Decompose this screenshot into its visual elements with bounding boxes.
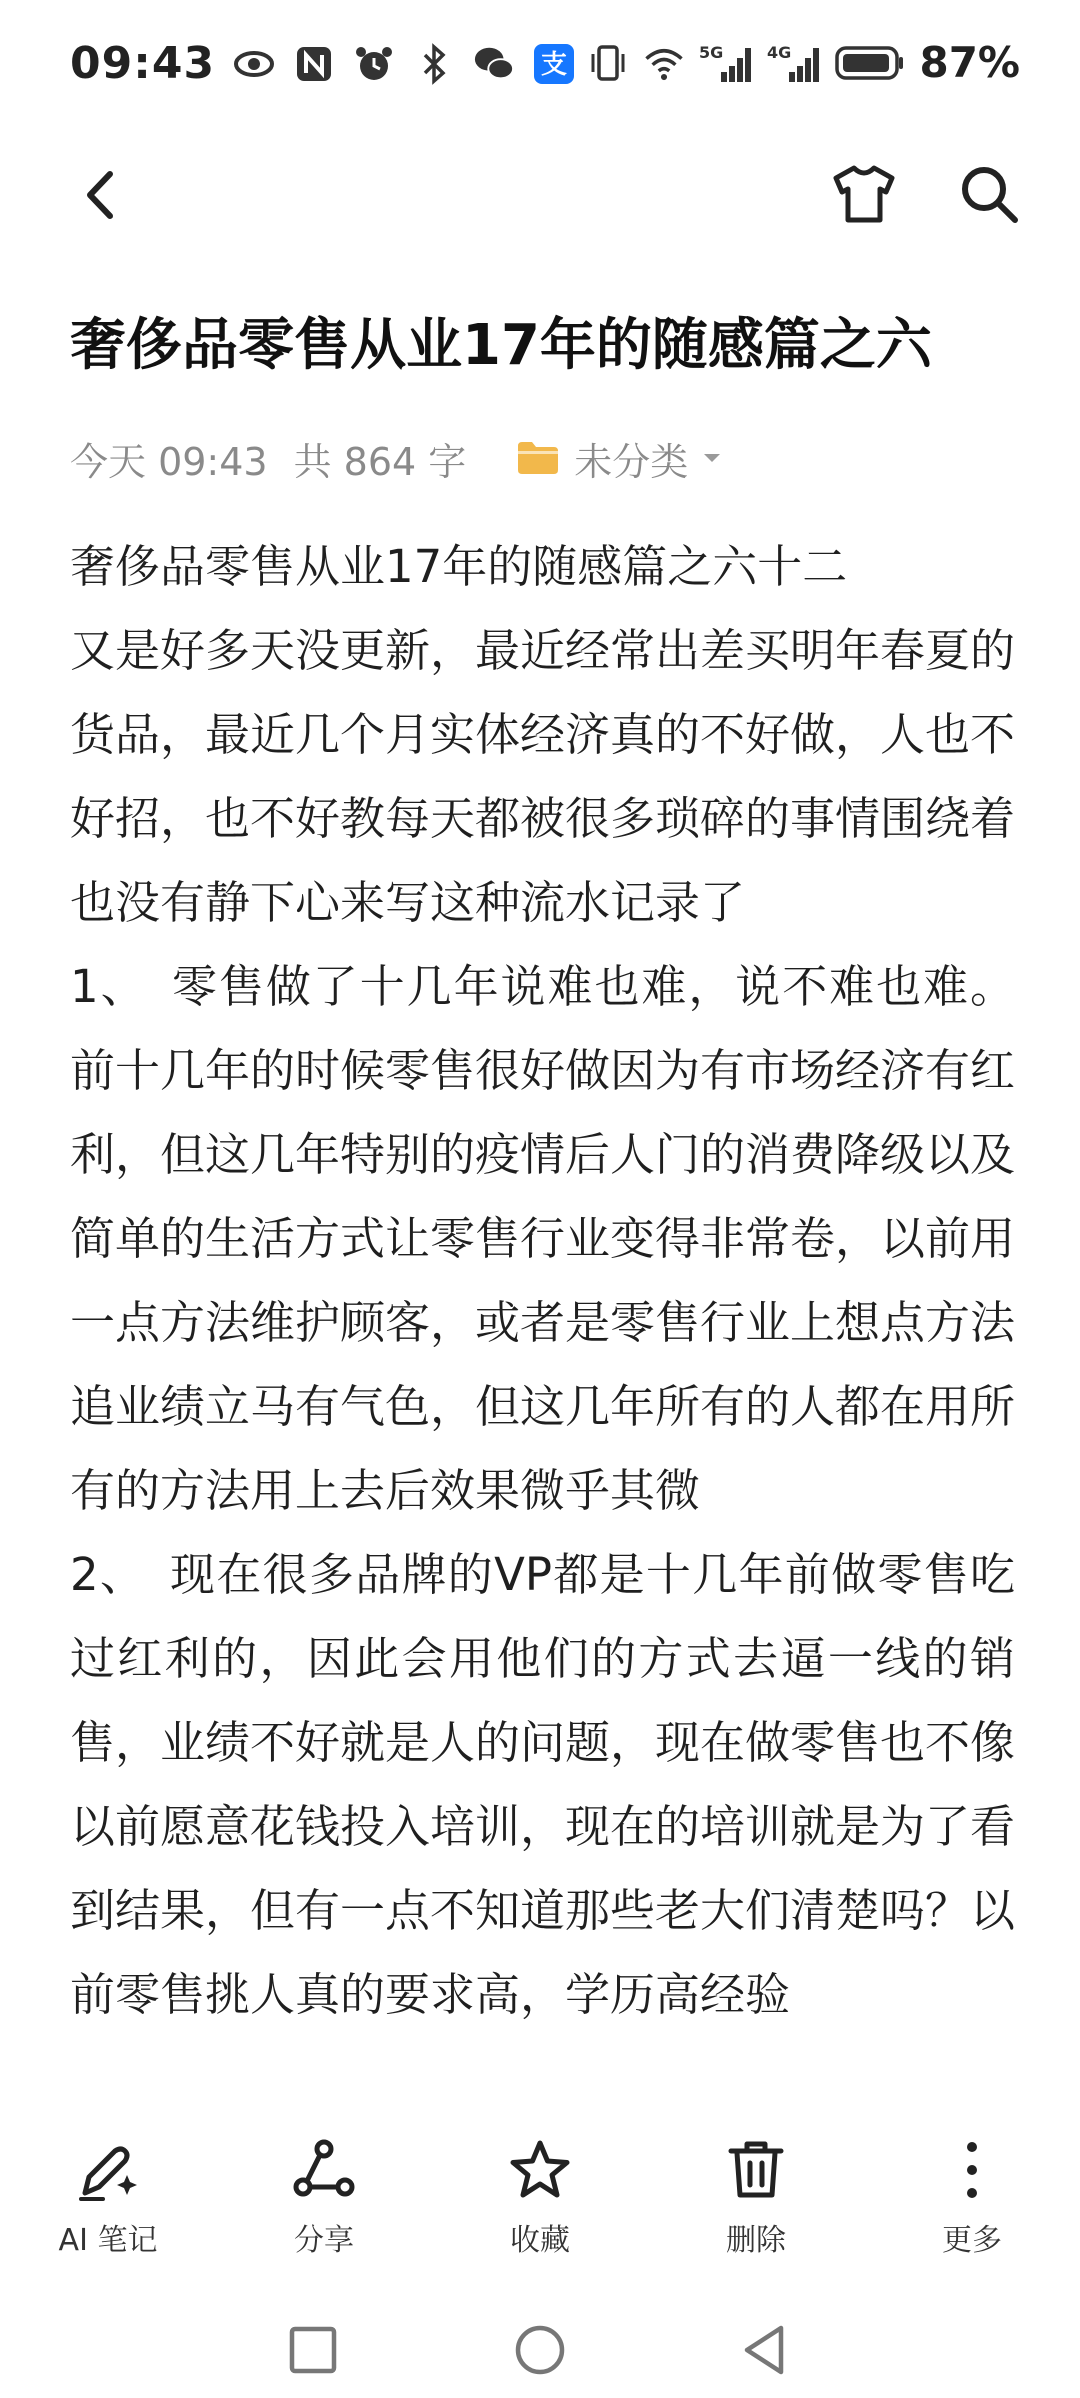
signal-5g-icon (699, 42, 753, 84)
search-icon (953, 158, 1025, 230)
paragraph: 2、 现在很多品牌的VP都是十几年前做零售吃过红利的，因此会用他们的方式去逼一线的销售，业绩不好就是人的问题，现在做零售也不像以前愿意花钱投入培训，现在的培训就是为了看到结果，但有一点不知道那些老大们清楚吗？以前零售挑人真的要求高，学历高经验 (70, 1548, 1015, 2021)
more-button[interactable] (902, 2115, 1042, 2265)
system-nav-bar (0, 2300, 1080, 2398)
app-bar (0, 140, 1080, 250)
alipay-icon (533, 43, 575, 85)
favorite-label: 收藏 (510, 2223, 570, 2258)
status-left (70, 38, 575, 89)
word-count: 共 864 字 (293, 439, 467, 484)
ai-note-button[interactable] (38, 2115, 178, 2265)
battery-percent: 87% (919, 38, 1020, 87)
dropdown-arrow-icon (702, 451, 722, 465)
bottom-toolbar (0, 2115, 1080, 2265)
note-body[interactable] (70, 525, 1015, 2092)
clock: 09:43 (70, 38, 216, 89)
folder-icon (516, 440, 560, 476)
ai-pen-icon (73, 2135, 143, 2205)
note-title[interactable]: 奢侈品零售从业17年的随感篇之六 (70, 313, 932, 378)
tshirt-icon (828, 158, 900, 230)
alipay-glyph: 支 (541, 49, 568, 80)
share-button[interactable] (254, 2115, 394, 2265)
status-bar (0, 0, 1080, 130)
ai-note-label: AI 笔记 (58, 2223, 158, 2258)
home-button[interactable] (510, 2320, 570, 2380)
signal-4g-icon (767, 42, 821, 84)
paragraph: 奢侈品零售从业17年的随感篇之六十二 (70, 540, 848, 593)
back-arrow-icon (70, 162, 136, 228)
net-4g-label: 4G (767, 42, 792, 62)
star-icon (505, 2135, 575, 2205)
battery-icon (835, 42, 905, 84)
delete-button[interactable] (686, 2115, 826, 2265)
note-date: 今天 09:43 (70, 439, 268, 484)
status-right (587, 38, 1020, 87)
wifi-icon (643, 42, 685, 84)
vibrate-icon (587, 42, 629, 84)
trash-icon (721, 2135, 791, 2205)
back-nav-button[interactable] (735, 2320, 795, 2380)
wechat-icon (473, 43, 515, 85)
folder-name: 未分类 (574, 439, 689, 484)
square-icon (283, 2320, 343, 2380)
favorite-button[interactable] (470, 2115, 610, 2265)
triangle-back-icon (735, 2320, 795, 2380)
search-button[interactable] (953, 158, 1025, 230)
more-label: 更多 (942, 2223, 1002, 2258)
skin-button[interactable] (828, 158, 900, 230)
note-meta (70, 428, 1030, 488)
folder-selector[interactable] (516, 431, 722, 486)
alarm-icon (353, 43, 395, 85)
eye-icon (233, 43, 275, 85)
delete-label: 删除 (726, 2223, 786, 2258)
more-vertical-icon (937, 2135, 1007, 2205)
paragraph: 又是好多天没更新，最近经常出差买明年春夏的货品，最近几个月实体经济真的不好做，人也不好招，也不好教每天都被很多琐碎的事情围绕着也没有静下心来写这种流水记录了 (70, 624, 1015, 929)
bluetooth-icon (413, 43, 455, 85)
net-5g-label: 5G (699, 42, 724, 62)
share-label: 分享 (294, 2223, 354, 2258)
recents-button[interactable] (283, 2320, 343, 2380)
circle-icon (510, 2320, 570, 2380)
back-button[interactable] (70, 162, 136, 228)
nfc-icon (293, 43, 335, 85)
paragraph: 1、 零售做了十几年说难也难，说不难也难。前十几年的时候零售很好做因为有市场经济有红利，但这几年特别的疫情后人门的消费降级以及简单的生活方式让零售行业变得非常卷，以前用一点方法维护顾客，或者是零售行业上想点方法追业绩立马有气色，但这几年所有的人都在用所有的方法用上去后效果微乎其微 (70, 960, 1015, 1517)
share-icon (289, 2135, 359, 2205)
